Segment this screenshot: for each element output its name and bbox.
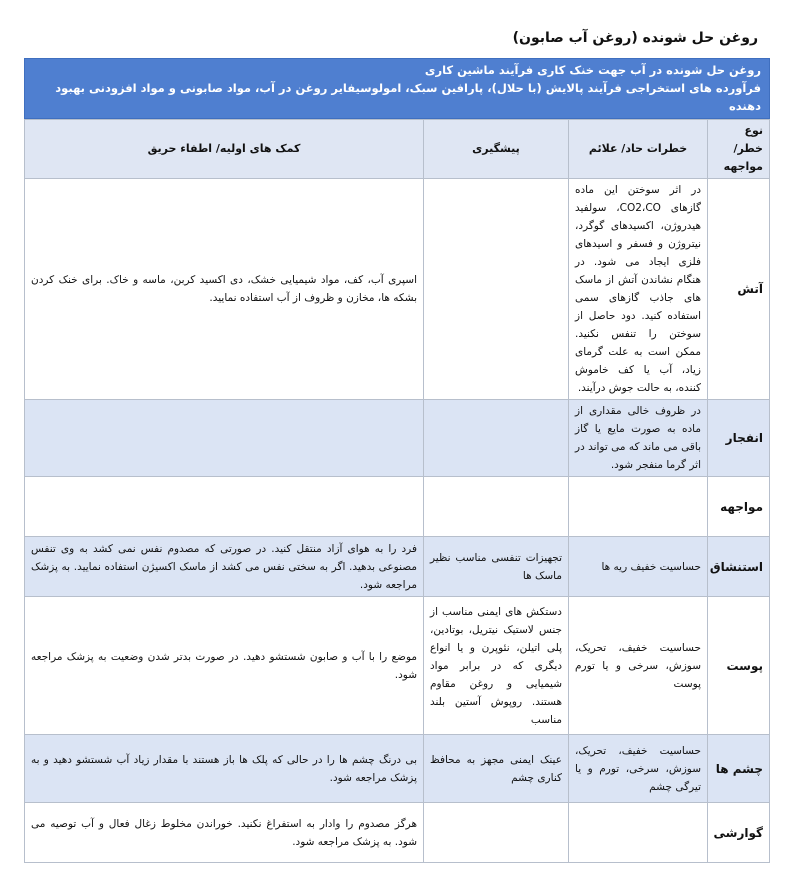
header-first-aid: کمک های اولیه/ اطفاء حریق: [25, 120, 424, 179]
table-row: [25, 400, 770, 477]
header-prevention: پیشگیری: [424, 120, 569, 179]
safety-sheet: [24, 58, 770, 863]
row-first-aid: بی درنگ چشم ها را در حالی که پلک ها باز هستند با مقدار زیاد آب شستشو دهید و به پزشک مراجعه شود.: [25, 735, 424, 803]
header-hazards: خطرات حاد/ علائم: [569, 120, 708, 179]
banner-line-1: روغن حل شونده در آب جهت خنک کاری فرآیند ماشین کاری: [424, 63, 761, 77]
row-hazards: حساسیت خفیف ریه ها: [569, 537, 708, 597]
table-row: [25, 537, 770, 597]
hazard-table: [24, 119, 770, 863]
row-prevention: دستکش های ایمنی مناسب از جنس لاستیک نیتریل، بوتادین، پلی اتیلن، نئوپرن و یا انواع دیگری که در برابر مواد شیمیایی و روغن مقاوم هستند. روپوش آستین بلند مناسب: [424, 597, 569, 735]
table-row: [25, 179, 770, 400]
row-type: چشم ها: [708, 735, 770, 803]
row-first-aid: [25, 400, 424, 477]
product-banner: [24, 58, 770, 119]
table-row: [25, 735, 770, 803]
row-first-aid: موضع را با آب و صابون شستشو دهید. در صورت بدتر شدن وضعیت به پزشک مراجعه شود.: [25, 597, 424, 735]
row-type: پوست: [708, 597, 770, 735]
row-hazards: حساسیت خفیف، تحریک، سوزش، سرخی، تورم و یا تیرگی چشم: [569, 735, 708, 803]
row-first-aid: [25, 477, 424, 537]
row-hazards: [569, 803, 708, 863]
row-prevention: [424, 477, 569, 537]
row-prevention: [424, 400, 569, 477]
row-hazards: در اثر سوختن این ماده گازهای CO2،CO، سولفید هیدروژن، اکسیدهای گوگرد، نیتروژن و فسفر و اسیدهای فلزی ایجاد می شود. در هنگام نشاندن آتش از ماسک های جاذب گازهای سمی استفاده کنید. دود حاصل از سوختن را تنفس نکنید. ممکن است به علت گرمای زیاد، آب یا کف خاموش کننده، به حالت جوش درآیند.: [569, 179, 708, 400]
row-prevention: [424, 803, 569, 863]
row-type: مواجهه: [708, 477, 770, 537]
row-hazards: [569, 477, 708, 537]
row-prevention: عینک ایمنی مجهز به محافظ کناری چشم: [424, 735, 569, 803]
row-first-aid: اسپری آب، کف، مواد شیمیایی خشک، دی اکسید کربن، ماسه و خاک. برای خنک کردن بشکه ها، مخازن و ظروف از آب استفاده نمایید.: [25, 179, 424, 400]
row-type: انفجار: [708, 400, 770, 477]
banner-line-2: فرآورده های استخراجی فرآیند پالایش (با حلال)، پارافین سبک، امولوسیفایر روغن در آب، مواد صابونی و مواد افزودنی بهبود دهنده: [55, 81, 761, 113]
row-prevention: [424, 179, 569, 400]
table-row: [25, 477, 770, 537]
table-row: [25, 803, 770, 863]
row-type: استنشاق: [708, 537, 770, 597]
row-type: آتش: [708, 179, 770, 400]
table-row: [25, 597, 770, 735]
page-title: روغن حل شونده (روغن آب صابون): [512, 30, 758, 46]
row-first-aid: هرگز مصدوم را وادار به استفراغ نکنید. خوراندن مخلوط زغال فعال و آب توصیه می شود. به پزشک مراجعه شود.: [25, 803, 424, 863]
row-first-aid: فرد را به هوای آزاد منتقل کنید. در صورتی که مصدوم نفس نمی کشد به وی تنفس مصنوعی بدهید. اگر به سختی نفس می کشد از ماسک اکسیژن استفاده نمایید. به پزشک مراجعه شود.: [25, 537, 424, 597]
row-hazards: حساسیت خفیف، تحریک، سوزش، سرخی و یا تورم پوست: [569, 597, 708, 735]
header-type: نوع خطر/ مواجهه: [708, 120, 770, 179]
row-hazards: در ظروف خالی مقداری از ماده به صورت مایع یا گاز باقی می ماند که می تواند در اثر گرما منفجر شود.: [569, 400, 708, 477]
row-prevention: تجهیزات تنفسی مناسب نظیر ماسک ها: [424, 537, 569, 597]
row-type: گوارشی: [708, 803, 770, 863]
table-header-row: [25, 120, 770, 179]
